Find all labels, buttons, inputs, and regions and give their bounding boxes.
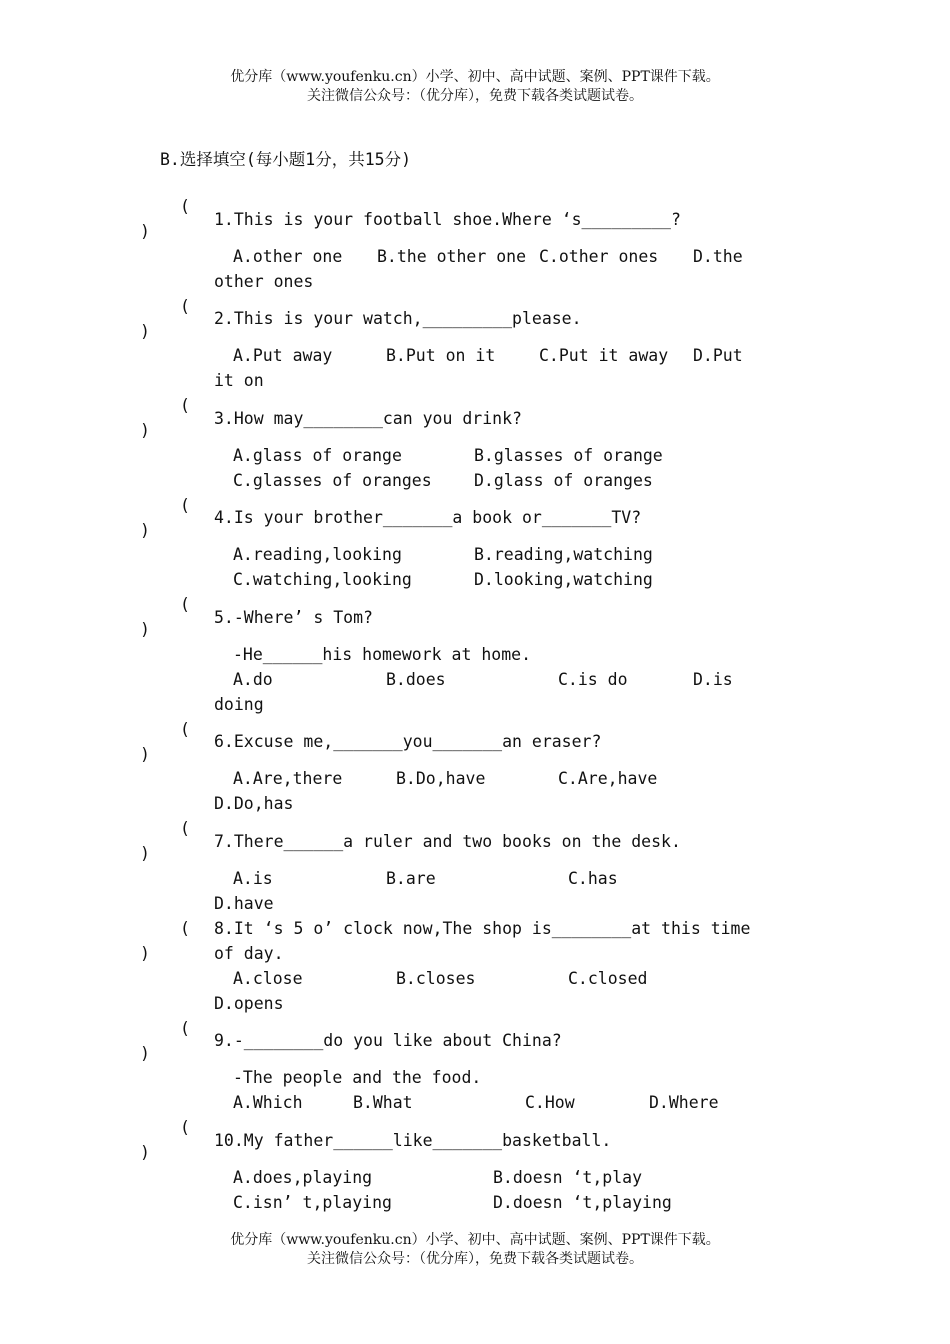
option-b: B.reading,watching xyxy=(474,545,653,564)
question-stem: 10.My father______like_______basketball. xyxy=(214,1131,612,1150)
question-stem-wrap: of day. xyxy=(214,944,284,963)
question-stem: 9.-________do you like about China? xyxy=(214,1031,562,1050)
option-b: B.What xyxy=(353,1093,413,1112)
footer-line-1: 优分库（www.youfenku.cn）小学、初中、高中试题、案例、PPT课件下载。 xyxy=(230,1232,720,1248)
option-c: C.How xyxy=(525,1093,575,1112)
answer-paren-open: ( xyxy=(180,1019,190,1038)
option-b: B.the other one xyxy=(377,247,527,266)
option-a: A.reading,looking xyxy=(233,545,402,564)
answer-paren-close: ) xyxy=(140,222,150,241)
answer-paren-open: ( xyxy=(180,819,190,838)
option-wrap: D.have xyxy=(214,894,274,913)
option-a: A.close xyxy=(233,969,303,988)
answer-paren-open: ( xyxy=(180,919,190,938)
option-a: A.other one xyxy=(233,247,343,266)
option-b: B.closes xyxy=(396,969,476,988)
footer-line-2: 关注微信公众号：（优分库），免费下载各类试题试卷。 xyxy=(307,1251,643,1267)
answer-paren-close: ) xyxy=(140,421,150,440)
answer-paren-close: ) xyxy=(140,844,150,863)
header-line-1: 优分库（www.youfenku.cn）小学、初中、高中试题、案例、PPT课件下载。 xyxy=(230,69,720,85)
question-stem: 4.Is your brother_______a book or_______TV? xyxy=(214,508,642,527)
answer-paren-open: ( xyxy=(180,396,190,415)
option-d: D.looking,watching xyxy=(474,570,653,589)
header-line-2: 关注微信公众号：（优分库），免费下载各类试题试卷。 xyxy=(307,88,643,104)
answer-paren-close: ) xyxy=(140,944,150,963)
option-a: A.is xyxy=(233,869,273,888)
answer-paren-open: ( xyxy=(180,297,190,316)
answer-paren-open: ( xyxy=(180,720,190,739)
answer-paren-close: ) xyxy=(140,521,150,540)
option-c: C.glasses of oranges xyxy=(233,471,432,490)
option-a: A.glass of orange xyxy=(233,446,402,465)
option-a: A.does,playing xyxy=(233,1168,373,1187)
option-c: C.other ones xyxy=(539,247,659,266)
option-c: C.closed xyxy=(568,969,648,988)
answer-line: -He______his homework at home. xyxy=(233,645,532,664)
answer-paren-open: ( xyxy=(180,496,190,515)
option-c: C.is do xyxy=(558,670,628,689)
option-c: C.Are,have xyxy=(558,769,658,788)
option-a: A.Put away xyxy=(233,346,333,365)
answer-paren-close: ) xyxy=(140,1143,150,1162)
option-b: B.Put on it xyxy=(386,346,496,365)
answer-paren-open: ( xyxy=(180,197,190,216)
option-b: B.are xyxy=(386,869,436,888)
question-stem: 8.It ‘s 5 o’ clock now,The shop is________at this time xyxy=(214,919,751,938)
option-d: D.Where xyxy=(649,1093,719,1112)
option-wrap: doing xyxy=(214,695,264,714)
option-d: D.Put xyxy=(693,346,743,365)
question-stem: 2.This is your watch,_________please. xyxy=(214,309,582,328)
answer-paren-close: ) xyxy=(140,1044,150,1063)
question-stem: 7.There______a ruler and two books on the desk. xyxy=(214,832,681,851)
option-a: A.do xyxy=(233,670,273,689)
question-stem: 1.This is your football shoe.Where ‘s_________? xyxy=(214,210,681,229)
option-c: C.isn’ t,playing xyxy=(233,1193,392,1212)
option-a: A.Are,there xyxy=(233,769,343,788)
option-c: C.Put it away xyxy=(539,346,669,365)
option-wrap: D.Do,has xyxy=(214,794,294,813)
option-c: C.has xyxy=(568,869,618,888)
option-d: D.the xyxy=(693,247,743,266)
question-stem: 6.Excuse me,_______you_______an eraser? xyxy=(214,732,602,751)
answer-paren-close: ) xyxy=(140,322,150,341)
option-b: B.doesn ‘t,play xyxy=(493,1168,643,1187)
option-d: D.glass of oranges xyxy=(474,471,653,490)
option-a: A.Which xyxy=(233,1093,303,1112)
answer-paren-close: ) xyxy=(140,620,150,639)
option-wrap: D.opens xyxy=(214,994,284,1013)
option-d: D.doesn ‘t,playing xyxy=(493,1193,672,1212)
option-b: B.does xyxy=(386,670,446,689)
option-c: C.watching,looking xyxy=(233,570,412,589)
question-stem: 5.-Where’ s Tom? xyxy=(214,608,373,627)
option-d: D.is xyxy=(693,670,733,689)
question-stem: 3.How may________can you drink? xyxy=(214,409,522,428)
answer-paren-open: ( xyxy=(180,1118,190,1137)
answer-paren-close: ) xyxy=(140,745,150,764)
answer-line: -The people and the food. xyxy=(233,1068,482,1087)
option-wrap: it on xyxy=(214,371,264,390)
answer-paren-open: ( xyxy=(180,595,190,614)
option-wrap: other ones xyxy=(214,272,314,291)
option-b: B.Do,have xyxy=(396,769,486,788)
option-b: B.glasses of orange xyxy=(474,446,663,465)
section-title: B.选择填空(每小题1分，共15分) xyxy=(160,150,412,169)
